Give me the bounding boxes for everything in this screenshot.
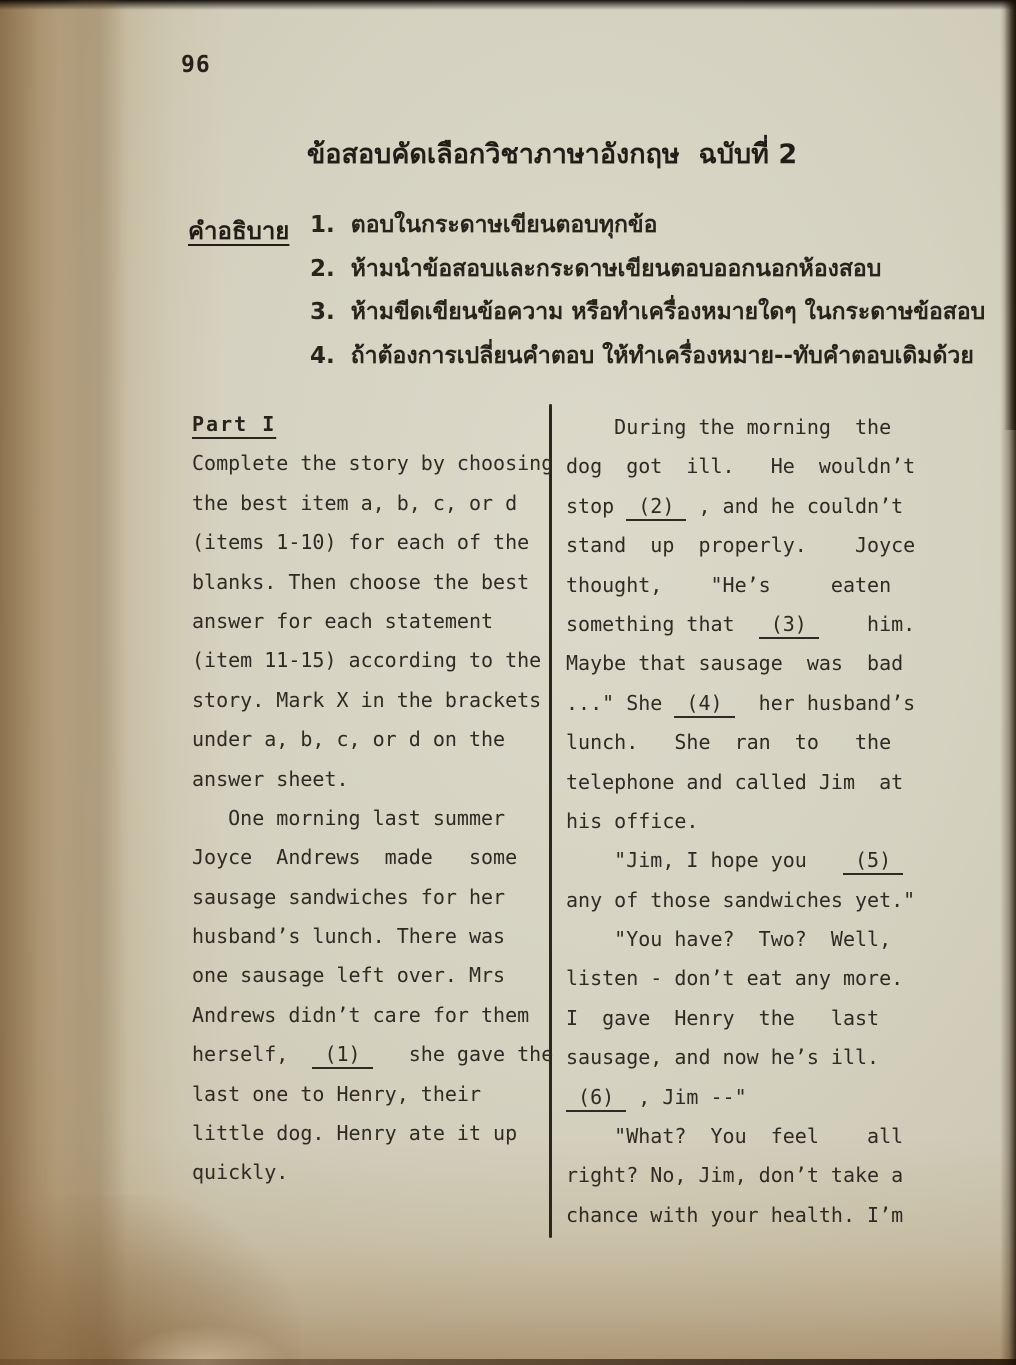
- text-line: blanks. Then choose the best: [192, 569, 530, 594]
- text-line: During the morning the: [566, 415, 892, 439]
- instructions-list: [310, 204, 986, 378]
- text-line: sausage sandwiches for her: [192, 884, 506, 909]
- text-line: ..." She (4) her husband’s: [566, 684, 931, 723]
- text-line: lunch. She ran to the: [566, 730, 892, 755]
- text-line: sausage, and now he’s ill.: [566, 1045, 880, 1070]
- text-line: Complete the story by choosing: [192, 451, 554, 476]
- text-line: something that (3) him.: [566, 605, 931, 644]
- paper-stain: [0, 1195, 300, 1365]
- text-line: (6) , Jim --": [566, 1078, 931, 1117]
- fill-in-blank: (3): [759, 612, 819, 639]
- fill-in-blank: (4): [674, 691, 734, 718]
- text-line: answer for each statement: [192, 608, 494, 633]
- text-line: 2. ห้ามนำข้อสอบและกระดาษเขียนตอบออกนอกห้องสอบ: [310, 255, 882, 282]
- text-line: "You have? Two? Well,: [566, 927, 892, 952]
- text-line: right? No, Jim, don’t take a: [566, 1163, 904, 1188]
- text-line: last one to Henry, their: [192, 1081, 481, 1106]
- page-number: 96: [181, 52, 211, 78]
- text-line: Andrews didn’t care for them: [192, 1002, 530, 1027]
- text-line: stand up properly. Joyce: [566, 533, 916, 558]
- text-line: story. Mark X in the brackets: [192, 687, 542, 712]
- text-line: One morning last summer: [192, 805, 506, 830]
- fill-in-blank: (2): [626, 494, 686, 521]
- text-line: (items 1-10) for each of the: [192, 530, 530, 555]
- text-line: the best item a, b, c, or d: [192, 490, 518, 515]
- text-line: 1. ตอบในกระดาษเขียนตอบทุกข้อ: [310, 212, 658, 238]
- text-line: listen - don’t eat any more.: [566, 966, 904, 991]
- page-bottom-edge: [0, 1359, 1016, 1365]
- text-line: "What? You feel all: [566, 1124, 904, 1149]
- text-line: quickly.: [192, 1160, 289, 1185]
- text-line: his office.: [566, 808, 699, 833]
- left-text-column: [192, 405, 557, 1193]
- text-line: 3. ห้ามขีดเขียนข้อความ หรือทำเครื่องหมายใดๆ ในกระดาษข้อสอบ: [310, 299, 986, 325]
- text-line: thought, "He’s eaten: [566, 572, 892, 597]
- text-line: stop (2) , and he couldn’t: [566, 487, 931, 526]
- text-line: Joyce Andrews made some: [192, 845, 518, 870]
- page-edge-shadow: [1004, 0, 1016, 430]
- binding-shadow-streak: [58, 0, 128, 1365]
- part1-heading: Part I: [192, 412, 277, 436]
- paper-highlight: [120, 1325, 290, 1365]
- text-line: telephone and called Jim at: [566, 769, 904, 794]
- text-line: under a, b, c, or d on the: [192, 727, 506, 752]
- instructions-label: คำอธิบาย: [188, 217, 290, 245]
- fill-in-blank: (6): [566, 1085, 626, 1112]
- left-column-body: [192, 444, 557, 1192]
- text-line: any of those sandwiches yet.": [566, 887, 916, 912]
- text-line: 4. ถ้าต้องการเปลี่ยนคำตอบ ให้ทำเครื่องหมาย--ทับคำตอบเดิมด้วย: [310, 342, 974, 369]
- fill-in-blank: (1): [312, 1042, 372, 1069]
- text-line: "Jim, I hope you (5): [566, 841, 931, 880]
- text-line: Maybe that sausage was bad: [566, 651, 904, 676]
- text-line: (item 11-15) according to the: [192, 648, 542, 673]
- text-line: herself, (1) she gave the: [192, 1035, 557, 1074]
- text-line: answer sheet.: [192, 766, 349, 791]
- text-line: one sausage left over. Mrs: [192, 963, 506, 988]
- text-line: I gave Henry the last: [566, 1005, 880, 1030]
- text-line: chance with your health. I’m: [566, 1202, 904, 1227]
- right-text-column: [566, 408, 931, 1235]
- text-line: husband’s lunch. There was: [192, 924, 506, 949]
- text-line: dog got ill. He wouldn’t: [566, 454, 916, 479]
- fill-in-blank: (5): [843, 848, 903, 875]
- document-title: ข้อสอบคัดเลือกวิชาภาษาอังกฤษ ฉบับที่ 2: [306, 139, 798, 170]
- text-line: little dog. Henry ate it up: [192, 1121, 518, 1146]
